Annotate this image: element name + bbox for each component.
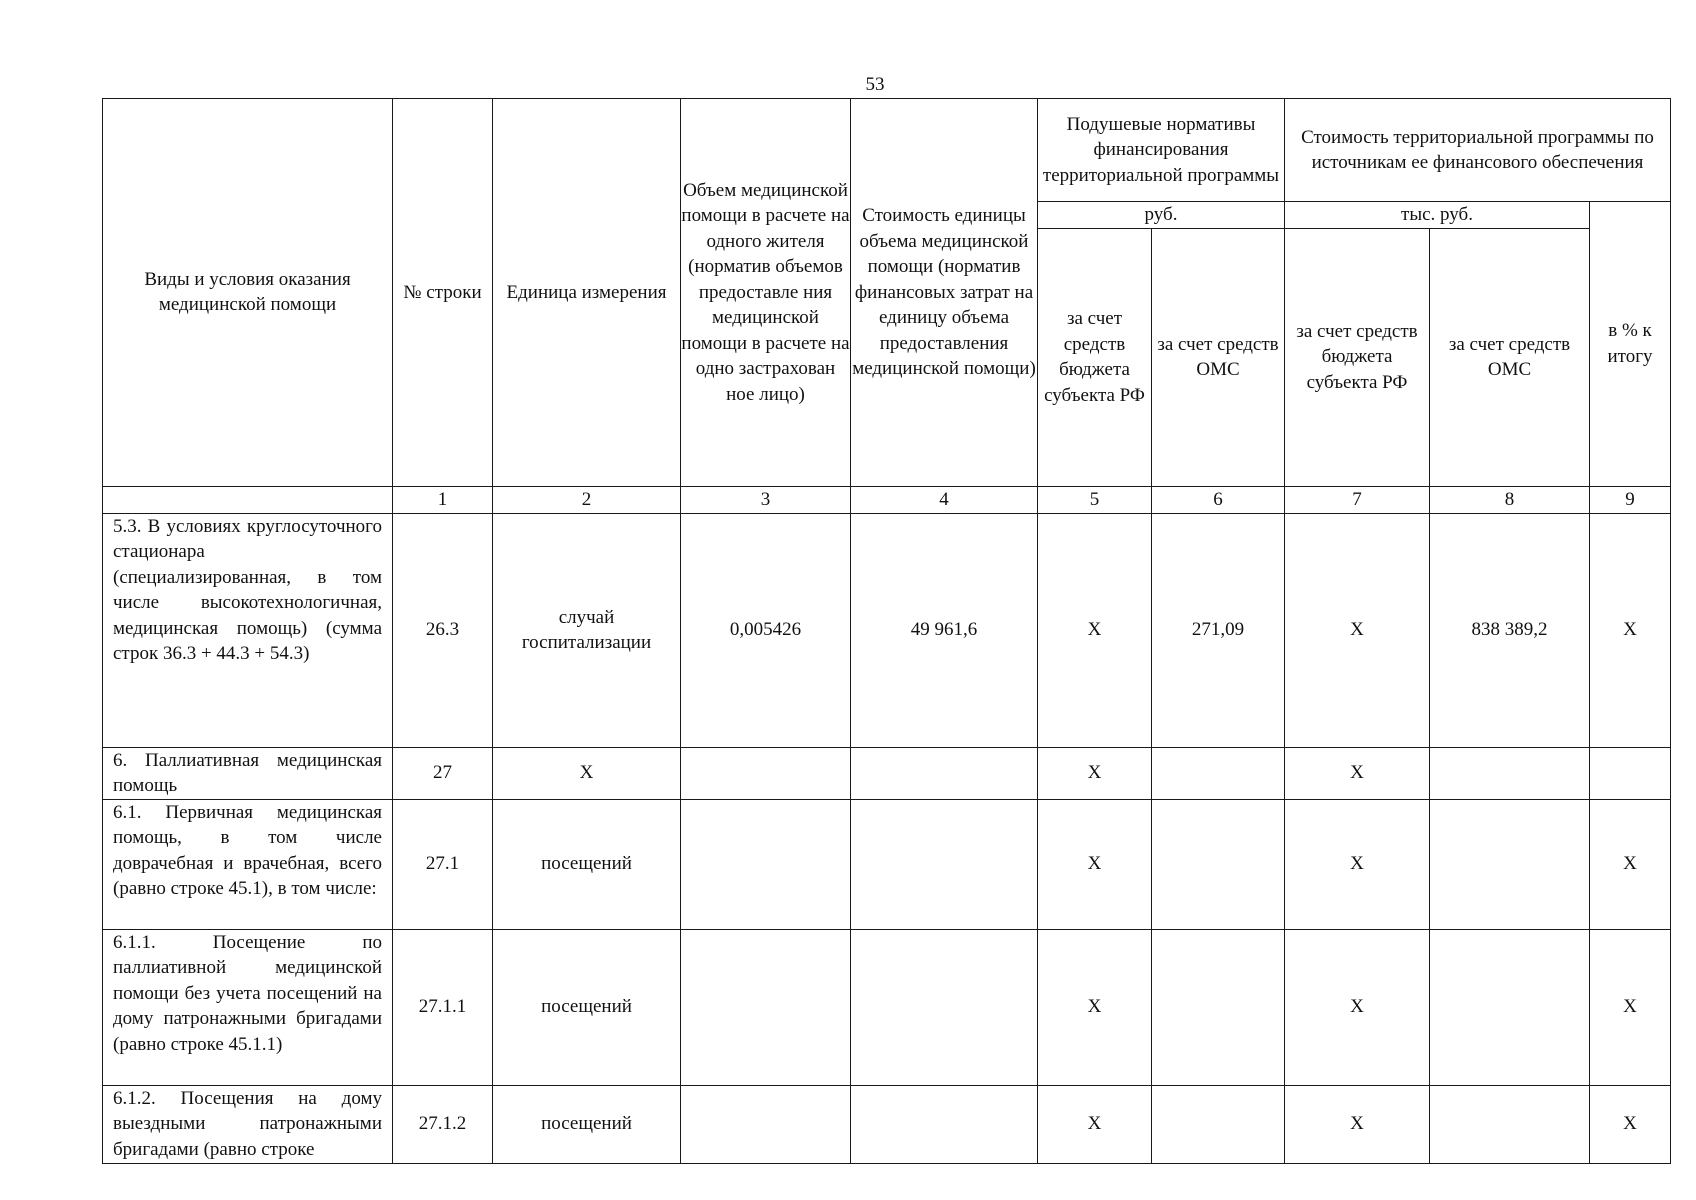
table-row — [103, 513, 1671, 747]
row-c6 — [1152, 1085, 1285, 1163]
row-c7: Х — [1285, 513, 1430, 747]
table-row — [103, 1085, 1671, 1163]
header-thousand-rub: тыс. руб. — [1285, 202, 1590, 229]
header-budget-rf-cost: за счет средств бюджета субъекта РФ — [1285, 228, 1430, 486]
header-budget-rf-per-capita: за счет средств бюджета субъекта РФ — [1038, 228, 1152, 486]
row-unit: посещений — [493, 799, 681, 929]
row-c6 — [1152, 799, 1285, 929]
column-number: 8 — [1430, 486, 1590, 513]
row-number: 26.3 — [393, 513, 493, 747]
row-volume — [681, 929, 851, 1085]
row-volume — [681, 747, 851, 799]
row-c8: 838 389,2 — [1430, 513, 1590, 747]
table-row — [103, 799, 1671, 929]
row-c8 — [1430, 1085, 1590, 1163]
row-c9: Х — [1590, 799, 1671, 929]
row-number: 27.1.1 — [393, 929, 493, 1085]
column-number: 7 — [1285, 486, 1430, 513]
column-number: 1 — [393, 486, 493, 513]
row-c9: Х — [1590, 1085, 1671, 1163]
header-kind-of-care: Виды и условия оказания медицинской помощи — [103, 99, 393, 487]
row-unit: посещений — [493, 1085, 681, 1163]
row-unit: Х — [493, 747, 681, 799]
row-c6: 271,09 — [1152, 513, 1285, 747]
row-c8 — [1430, 747, 1590, 799]
row-number: 27 — [393, 747, 493, 799]
row-c9: Х — [1590, 929, 1671, 1085]
row-c6 — [1152, 747, 1285, 799]
column-number: 2 — [493, 486, 681, 513]
column-number: 6 — [1152, 486, 1285, 513]
row-c5: Х — [1038, 929, 1152, 1085]
header-volume: Объем медицинской помощи в расчете на одного жителя (норматив объемов предоставле ния медицинской помощи в расчете на одно застрахован ное лицо) — [681, 99, 851, 487]
row-c5: Х — [1038, 747, 1152, 799]
column-number: 3 — [681, 486, 851, 513]
header-per-capita-norms: Подушевые нормативы финансирования территориальной программы — [1038, 99, 1285, 202]
row-c9: Х — [1590, 513, 1671, 747]
row-label: 6.1. Первичная медицинская помощь, в том числе доврачебная и врачебная, всего (равно строке 45.1), в том числе: — [103, 799, 393, 929]
row-unit: случай госпитализации — [493, 513, 681, 747]
row-c7: Х — [1285, 1085, 1430, 1163]
row-cost-per-unit — [851, 799, 1038, 929]
column-number: 4 — [851, 486, 1038, 513]
row-label: 6.1.2. Посещения на дому выездными патронажными бригадами (равно строке — [103, 1085, 393, 1163]
row-c5: Х — [1038, 513, 1152, 747]
column-number-blank — [103, 486, 393, 513]
row-c7: Х — [1285, 747, 1430, 799]
row-cost-per-unit — [851, 747, 1038, 799]
row-c6 — [1152, 929, 1285, 1085]
row-c8 — [1430, 799, 1590, 929]
row-cost-per-unit — [851, 1085, 1038, 1163]
header-cost-per-unit: Стоимость единицы объема медицинской помощи (норматив финансовых затрат на единицу объема предоставления медицинской помощи) — [851, 99, 1038, 487]
row-volume — [681, 1085, 851, 1163]
row-c8 — [1430, 929, 1590, 1085]
header-row-number: № строки — [393, 99, 493, 487]
row-c5: Х — [1038, 799, 1152, 929]
header-oms-per-capita: за счет средств ОМС — [1152, 228, 1285, 486]
table-row — [103, 929, 1671, 1085]
row-number: 27.1.2 — [393, 1085, 493, 1163]
row-c5: Х — [1038, 1085, 1152, 1163]
column-numbers-row — [103, 486, 1671, 513]
row-unit: посещений — [493, 929, 681, 1085]
page-number: 53 — [865, 74, 885, 95]
row-volume — [681, 799, 851, 929]
row-volume: 0,005426 — [681, 513, 851, 747]
header-rub: руб. — [1038, 202, 1285, 229]
row-c7: Х — [1285, 929, 1430, 1085]
row-c9 — [1590, 747, 1671, 799]
header-percent-of-total: в % к итогу — [1590, 202, 1671, 487]
column-number: 5 — [1038, 486, 1152, 513]
row-cost-per-unit — [851, 929, 1038, 1085]
row-c7: Х — [1285, 799, 1430, 929]
row-label: 6.1.1. Посещение по паллиативной медицинской помощи без учета посещений на дому патронажными бригадами (равно строке 45.1.1) — [103, 929, 393, 1085]
row-number: 27.1 — [393, 799, 493, 929]
header-program-cost: Стоимость территориальной программы по источникам ее финансового обеспечения — [1285, 99, 1671, 202]
row-cost-per-unit: 49 961,6 — [851, 513, 1038, 747]
table-row — [103, 747, 1671, 799]
territorial-program-table — [102, 98, 1671, 1164]
header-oms-cost: за счет средств ОМС — [1430, 228, 1590, 486]
header-unit: Единица измерения — [493, 99, 681, 487]
row-label: 5.3. В условиях круглосуточного стационара (специализированная, в том числе высокотехнологичная, медицинская помощь) (сумма строк 36.3 + 44.3 + 54.3) — [103, 513, 393, 747]
column-number: 9 — [1590, 486, 1671, 513]
row-label: 6. Паллиативная медицинская помощь — [103, 747, 393, 799]
